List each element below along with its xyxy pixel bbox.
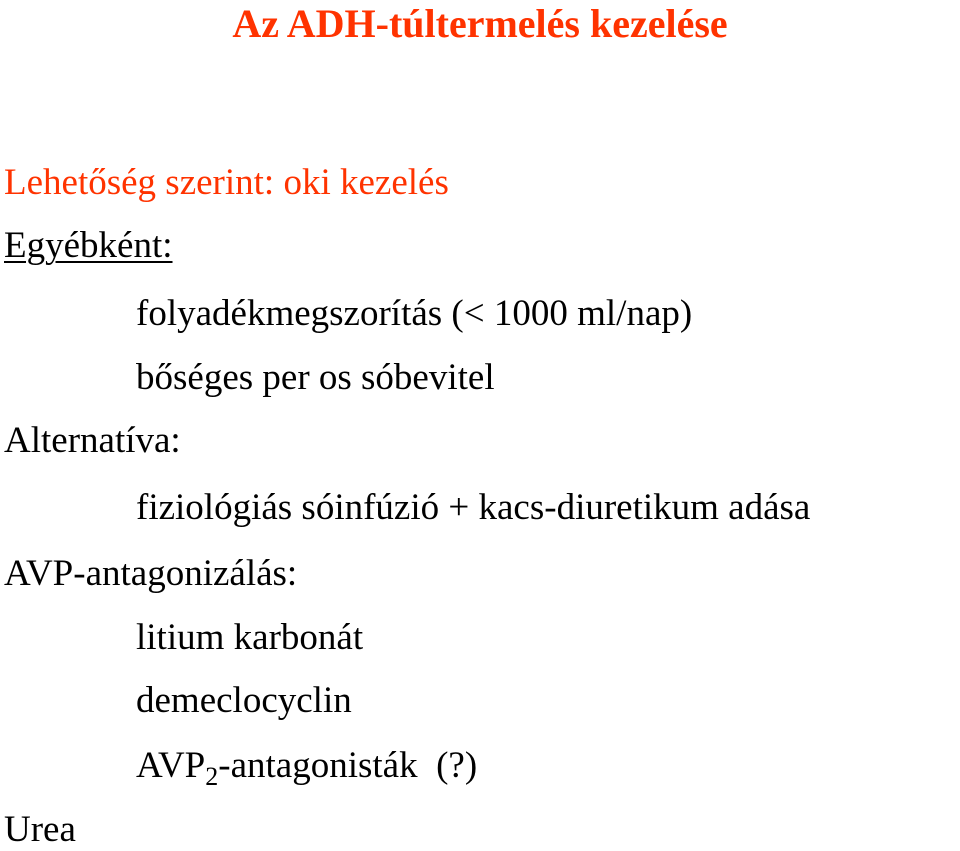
fluid-restriction-item: folyadékmegszorítás (< 1000 ml/nap) [136,293,693,334]
causal-treatment-line: Lehetőség szerint: oki kezelés [4,162,449,203]
avp2-prefix: AVP [136,745,206,786]
avp-antagonism-heading: AVP-antagonizálás: [4,553,298,594]
demeclocycline-item: demeclocyclin [136,680,352,721]
avp2-suffix: -antagonisták (?) [218,745,478,786]
slide-title: Az ADH-túltermelés kezelése [232,1,728,46]
avp2-antagonists-item [136,745,478,791]
saline-infusion-item: fiziológiás sóinfúzió + kacs-diuretikum adása [136,487,811,528]
lithium-carbonate-item: litium karbonát [136,617,364,658]
urea-item: Urea [4,809,76,850]
avp2-subscript: 2 [205,762,219,791]
otherwise-heading: Egyébként: [4,225,173,266]
salt-intake-item: bőséges per os sóbevitel [136,357,495,398]
alternative-heading: Alternatíva: [4,420,181,461]
